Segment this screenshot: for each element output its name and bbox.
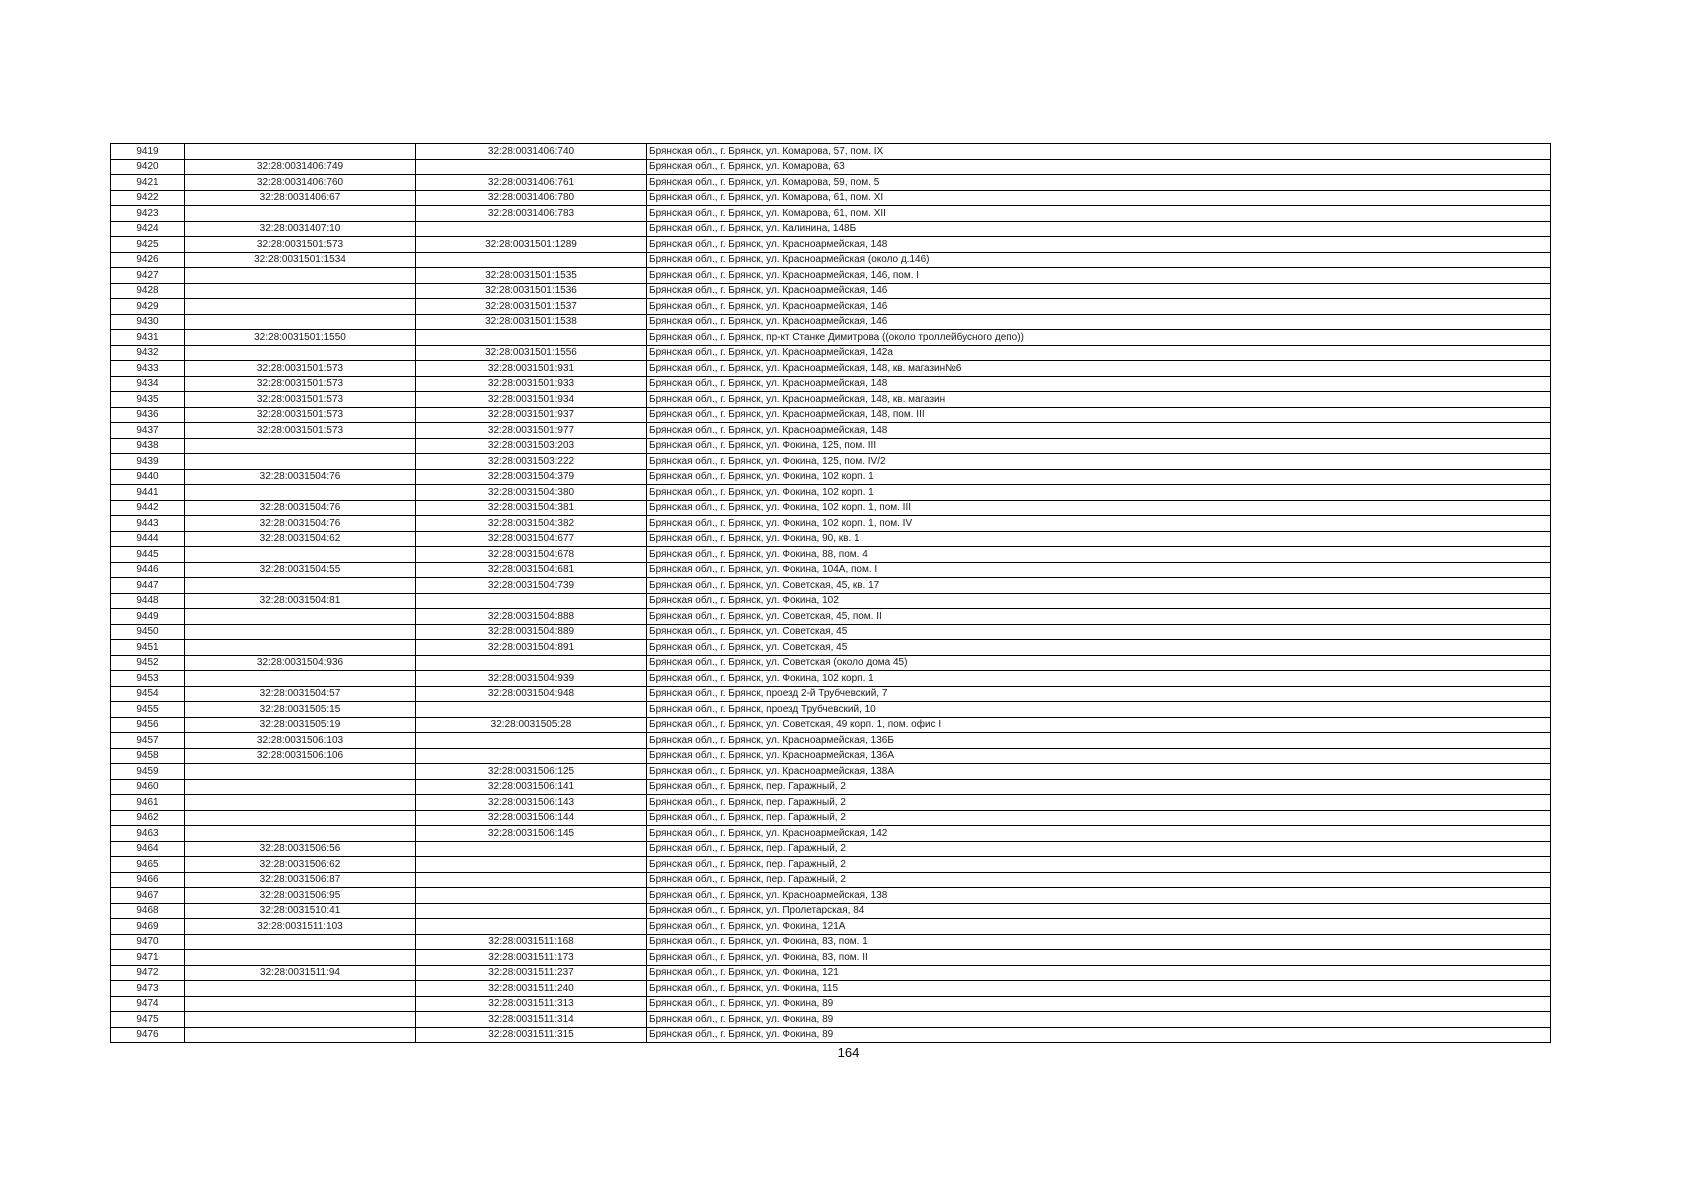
object-cadastral-number-cell [416, 888, 647, 904]
table-row [111, 779, 1551, 795]
object-cadastral-number-cell: 32:28:0031406:761 [416, 175, 647, 191]
address-cell: Брянская обл., г. Брянск, ул. Комарова, 57, пом. IX [647, 144, 1551, 160]
address-cell: Брянская обл., г. Брянск, ул. Красноармейская, 142 [647, 826, 1551, 842]
land-cadastral-number-cell [185, 299, 416, 315]
object-cadastral-number-cell: 32:28:0031511:313 [416, 996, 647, 1012]
address-cell: Брянская обл., г. Брянск, ул. Фокина, 102 корп. 1, пом. III [647, 500, 1551, 516]
land-cadastral-number-cell: 32:28:0031506:103 [185, 733, 416, 749]
address-cell: Брянская обл., г. Брянск, ул. Советская (около дома 45) [647, 655, 1551, 671]
table-row [111, 516, 1551, 532]
land-cadastral-number-cell [185, 810, 416, 826]
land-cadastral-number-cell [185, 314, 416, 330]
land-cadastral-number-cell [185, 671, 416, 687]
table-row [111, 314, 1551, 330]
row-number-cell: 9434 [111, 376, 185, 392]
row-number-cell: 9468 [111, 903, 185, 919]
row-number-cell: 9454 [111, 686, 185, 702]
land-cadastral-number-cell [185, 547, 416, 563]
land-cadastral-number-cell: 32:28:0031501:573 [185, 392, 416, 408]
table-row [111, 268, 1551, 284]
table-row [111, 531, 1551, 547]
row-number-cell: 9420 [111, 159, 185, 175]
object-cadastral-number-cell: 32:28:0031501:977 [416, 423, 647, 439]
land-cadastral-number-cell [185, 1027, 416, 1043]
land-cadastral-number-cell [185, 1012, 416, 1028]
object-cadastral-number-cell: 32:28:0031504:681 [416, 562, 647, 578]
land-cadastral-number-cell: 32:28:0031406:67 [185, 190, 416, 206]
address-cell: Брянская обл., г. Брянск, ул. Фокина, 102 корп. 1 [647, 469, 1551, 485]
object-cadastral-number-cell: 32:28:0031501:934 [416, 392, 647, 408]
land-cadastral-number-cell: 32:28:0031506:87 [185, 872, 416, 888]
object-cadastral-number-cell: 32:28:0031501:937 [416, 407, 647, 423]
row-number-cell: 9442 [111, 500, 185, 516]
object-cadastral-number-cell: 32:28:0031504:888 [416, 609, 647, 625]
land-cadastral-number-cell: 32:28:0031506:56 [185, 841, 416, 857]
row-number-cell: 9464 [111, 841, 185, 857]
row-number-cell: 9476 [111, 1027, 185, 1043]
object-cadastral-number-cell: 32:28:0031406:780 [416, 190, 647, 206]
land-cadastral-number-cell [185, 640, 416, 656]
row-number-cell: 9455 [111, 702, 185, 718]
table-row [111, 562, 1551, 578]
object-cadastral-number-cell: 32:28:0031506:145 [416, 826, 647, 842]
address-cell: Брянская обл., г. Брянск, ул. Красноармейская, 148, кв. магазин№6 [647, 361, 1551, 377]
address-cell: Брянская обл., г. Брянск, ул. Красноармейская, 136А [647, 748, 1551, 764]
object-cadastral-number-cell [416, 919, 647, 935]
row-number-cell: 9445 [111, 547, 185, 563]
table-row [111, 593, 1551, 609]
object-cadastral-number-cell: 32:28:0031504:889 [416, 624, 647, 640]
row-number-cell: 9451 [111, 640, 185, 656]
row-number-cell: 9444 [111, 531, 185, 547]
row-number-cell: 9473 [111, 981, 185, 997]
table-row [111, 252, 1551, 268]
object-cadastral-number-cell [416, 655, 647, 671]
address-cell: Брянская обл., г. Брянск, ул. Комарова, 59, пом. 5 [647, 175, 1551, 191]
address-cell: Брянская обл., г. Брянск, ул. Фокина, 89 [647, 1012, 1551, 1028]
address-cell: Брянская обл., г. Брянск, ул. Советская, 45, пом. II [647, 609, 1551, 625]
object-cadastral-number-cell [416, 733, 647, 749]
table-row [111, 469, 1551, 485]
land-cadastral-number-cell [185, 624, 416, 640]
address-cell: Брянская обл., г. Брянск, ул. Фокина, 89 [647, 1027, 1551, 1043]
land-cadastral-number-cell: 32:28:0031506:62 [185, 857, 416, 873]
table-row [111, 795, 1551, 811]
object-cadastral-number-cell: 32:28:0031501:1556 [416, 345, 647, 361]
land-cadastral-number-cell: 32:28:0031501:573 [185, 407, 416, 423]
row-number-cell: 9457 [111, 733, 185, 749]
object-cadastral-number-cell: 32:28:0031504:382 [416, 516, 647, 532]
land-cadastral-number-cell [185, 438, 416, 454]
row-number-cell: 9448 [111, 593, 185, 609]
land-cadastral-number-cell: 32:28:0031407:10 [185, 221, 416, 237]
address-cell: Брянская обл., г. Брянск, ул. Калинина, 148Б [647, 221, 1551, 237]
object-cadastral-number-cell [416, 748, 647, 764]
address-cell: Брянская обл., г. Брянск, ул. Фокина, 102 [647, 593, 1551, 609]
row-number-cell: 9474 [111, 996, 185, 1012]
table-row [111, 485, 1551, 501]
row-number-cell: 9432 [111, 345, 185, 361]
table-row [111, 500, 1551, 516]
object-cadastral-number-cell: 32:28:0031504:739 [416, 578, 647, 594]
land-cadastral-number-cell: 32:28:0031501:573 [185, 423, 416, 439]
object-cadastral-number-cell: 32:28:0031504:379 [416, 469, 647, 485]
object-cadastral-number-cell: 32:28:0031501:1537 [416, 299, 647, 315]
table-row [111, 919, 1551, 935]
object-cadastral-number-cell: 32:28:0031506:141 [416, 779, 647, 795]
row-number-cell: 9437 [111, 423, 185, 439]
address-cell: Брянская обл., г. Брянск, ул. Фокина, 102 корп. 1 [647, 671, 1551, 687]
land-cadastral-number-cell: 32:28:0031504:81 [185, 593, 416, 609]
address-cell: Брянская обл., г. Брянск, проезд Трубчевский, 10 [647, 702, 1551, 718]
address-cell: Брянская обл., г. Брянск, ул. Фокина, 125, пом. III [647, 438, 1551, 454]
table-row [111, 686, 1551, 702]
address-cell: Брянская обл., г. Брянск, ул. Фокина, 104А, пом. I [647, 562, 1551, 578]
address-cell: Брянская обл., г. Брянск, ул. Красноармейская, 146, пом. I [647, 268, 1551, 284]
object-cadastral-number-cell: 32:28:0031511:240 [416, 981, 647, 997]
address-cell: Брянская обл., г. Брянск, пр-кт Станке Димитрова ((около троллейбусного депо)) [647, 330, 1551, 346]
table-row [111, 640, 1551, 656]
address-cell: Брянская обл., г. Брянск, ул. Советская, 49 корп. 1, пом. офис I [647, 717, 1551, 733]
address-cell: Брянская обл., г. Брянск, ул. Пролетарская, 84 [647, 903, 1551, 919]
table-row [111, 438, 1551, 454]
object-cadastral-number-cell [416, 593, 647, 609]
table-row [111, 361, 1551, 377]
table-row [111, 609, 1551, 625]
land-cadastral-number-cell [185, 609, 416, 625]
object-cadastral-number-cell [416, 857, 647, 873]
table-row [111, 888, 1551, 904]
row-number-cell: 9429 [111, 299, 185, 315]
row-number-cell: 9446 [111, 562, 185, 578]
land-cadastral-number-cell: 32:28:0031501:573 [185, 376, 416, 392]
address-cell: Брянская обл., г. Брянск, ул. Красноармейская, 138А [647, 764, 1551, 780]
object-cadastral-number-cell [416, 903, 647, 919]
object-cadastral-number-cell: 32:28:0031504:678 [416, 547, 647, 563]
table-row [111, 965, 1551, 981]
object-cadastral-number-cell: 32:28:0031506:143 [416, 795, 647, 811]
land-cadastral-number-cell [185, 268, 416, 284]
table-row [111, 159, 1551, 175]
row-number-cell: 9475 [111, 1012, 185, 1028]
land-cadastral-number-cell [185, 779, 416, 795]
address-cell: Брянская обл., г. Брянск, ул. Фокина, 115 [647, 981, 1551, 997]
row-number-cell: 9423 [111, 206, 185, 222]
address-cell: Брянская обл., г. Брянск, проезд 2-й Трубчевский, 7 [647, 686, 1551, 702]
address-cell: Брянская обл., г. Брянск, пер. Гаражный, 2 [647, 810, 1551, 826]
land-cadastral-number-cell: 32:28:0031504:76 [185, 469, 416, 485]
table-row [111, 841, 1551, 857]
row-number-cell: 9430 [111, 314, 185, 330]
table-row [111, 903, 1551, 919]
object-cadastral-number-cell [416, 330, 647, 346]
land-cadastral-number-cell [185, 283, 416, 299]
table-row [111, 299, 1551, 315]
row-number-cell: 9427 [111, 268, 185, 284]
row-number-cell: 9441 [111, 485, 185, 501]
object-cadastral-number-cell: 32:28:0031511:173 [416, 950, 647, 966]
address-cell: Брянская обл., г. Брянск, ул. Красноармейская, 146 [647, 283, 1551, 299]
object-cadastral-number-cell: 32:28:0031511:314 [416, 1012, 647, 1028]
row-number-cell: 9428 [111, 283, 185, 299]
object-cadastral-number-cell: 32:28:0031501:1535 [416, 268, 647, 284]
row-number-cell: 9419 [111, 144, 185, 160]
address-cell: Брянская обл., г. Брянск, ул. Фокина, 89 [647, 996, 1551, 1012]
land-cadastral-number-cell [185, 934, 416, 950]
address-cell: Брянская обл., г. Брянск, ул. Советская, 45 [647, 640, 1551, 656]
table-row [111, 144, 1551, 160]
row-number-cell: 9452 [111, 655, 185, 671]
land-cadastral-number-cell [185, 454, 416, 470]
table-row [111, 934, 1551, 950]
table-row [111, 702, 1551, 718]
row-number-cell: 9471 [111, 950, 185, 966]
land-cadastral-number-cell: 32:28:0031506:95 [185, 888, 416, 904]
table-row [111, 733, 1551, 749]
table-row [111, 748, 1551, 764]
row-number-cell: 9459 [111, 764, 185, 780]
table-row [111, 407, 1551, 423]
land-cadastral-number-cell [185, 826, 416, 842]
object-cadastral-number-cell: 32:28:0031504:381 [416, 500, 647, 516]
land-cadastral-number-cell [185, 206, 416, 222]
table-row [111, 872, 1551, 888]
object-cadastral-number-cell [416, 252, 647, 268]
row-number-cell: 9458 [111, 748, 185, 764]
address-cell: Брянская обл., г. Брянск, ул. Фокина, 125, пом. IV/2 [647, 454, 1551, 470]
table-row [111, 981, 1551, 997]
address-cell: Брянская обл., г. Брянск, ул. Фокина, 90, кв. 1 [647, 531, 1551, 547]
row-number-cell: 9426 [111, 252, 185, 268]
object-cadastral-number-cell: 32:28:0031501:1538 [416, 314, 647, 330]
land-cadastral-number-cell: 32:28:0031501:573 [185, 237, 416, 253]
land-cadastral-number-cell: 32:28:0031504:76 [185, 500, 416, 516]
object-cadastral-number-cell: 32:28:0031406:740 [416, 144, 647, 160]
object-cadastral-number-cell: 32:28:0031505:28 [416, 717, 647, 733]
row-number-cell: 9447 [111, 578, 185, 594]
row-number-cell: 9467 [111, 888, 185, 904]
land-cadastral-number-cell: 32:28:0031504:936 [185, 655, 416, 671]
object-cadastral-number-cell: 32:28:0031504:948 [416, 686, 647, 702]
row-number-cell: 9465 [111, 857, 185, 873]
object-cadastral-number-cell [416, 221, 647, 237]
table-row [111, 717, 1551, 733]
table-row [111, 423, 1551, 439]
table-row [111, 547, 1551, 563]
table-row [111, 764, 1551, 780]
land-cadastral-number-cell [185, 981, 416, 997]
row-number-cell: 9466 [111, 872, 185, 888]
land-cadastral-number-cell: 32:28:0031505:15 [185, 702, 416, 718]
row-number-cell: 9463 [111, 826, 185, 842]
address-cell: Брянская обл., г. Брянск, ул. Фокина, 83, пом. II [647, 950, 1551, 966]
row-number-cell: 9431 [111, 330, 185, 346]
row-number-cell: 9436 [111, 407, 185, 423]
table-row [111, 671, 1551, 687]
object-cadastral-number-cell: 32:28:0031503:222 [416, 454, 647, 470]
address-cell: Брянская обл., г. Брянск, ул. Красноармейская, 138 [647, 888, 1551, 904]
land-cadastral-number-cell: 32:28:0031505:19 [185, 717, 416, 733]
row-number-cell: 9456 [111, 717, 185, 733]
address-cell: Брянская обл., г. Брянск, пер. Гаражный, 2 [647, 841, 1551, 857]
address-cell: Брянская обл., г. Брянск, ул. Фокина, 83, пом. 1 [647, 934, 1551, 950]
table-row [111, 392, 1551, 408]
object-cadastral-number-cell: 32:28:0031504:891 [416, 640, 647, 656]
address-cell: Брянская обл., г. Брянск, пер. Гаражный, 2 [647, 795, 1551, 811]
row-number-cell: 9450 [111, 624, 185, 640]
land-cadastral-number-cell: 32:28:0031504:76 [185, 516, 416, 532]
table-row [111, 237, 1551, 253]
address-cell: Брянская обл., г. Брянск, ул. Фокина, 121А [647, 919, 1551, 935]
land-cadastral-number-cell: 32:28:0031501:573 [185, 361, 416, 377]
row-number-cell: 9443 [111, 516, 185, 532]
address-cell: Брянская обл., г. Брянск, ул. Советская, 45 [647, 624, 1551, 640]
address-cell: Брянская обл., г. Брянск, ул. Красноармейская, 136Б [647, 733, 1551, 749]
table-row [111, 221, 1551, 237]
land-cadastral-number-cell [185, 950, 416, 966]
address-cell: Брянская обл., г. Брянск, пер. Гаражный, 2 [647, 872, 1551, 888]
address-cell: Брянская обл., г. Брянск, пер. Гаражный, 2 [647, 779, 1551, 795]
row-number-cell: 9462 [111, 810, 185, 826]
address-cell: Брянская обл., г. Брянск, ул. Красноармейская, 148 [647, 423, 1551, 439]
table-row [111, 190, 1551, 206]
address-cell: Брянская обл., г. Брянск, ул. Красноармейская, 148 [647, 376, 1551, 392]
table-row [111, 376, 1551, 392]
address-cell: Брянская обл., г. Брянск, ул. Комарова, 61, пом. XI [647, 190, 1551, 206]
table-row [111, 206, 1551, 222]
document-page [110, 143, 1551, 1043]
object-cadastral-number-cell: 32:28:0031504:677 [416, 531, 647, 547]
address-cell: Брянская обл., г. Брянск, ул. Красноармейская, 146 [647, 299, 1551, 315]
table-row [111, 345, 1551, 361]
land-cadastral-number-cell [185, 578, 416, 594]
row-number-cell: 9422 [111, 190, 185, 206]
land-cadastral-number-cell: 32:28:0031504:57 [185, 686, 416, 702]
table-row [111, 810, 1551, 826]
row-number-cell: 9461 [111, 795, 185, 811]
address-cell: Брянская обл., г. Брянск, ул. Советская, 45, кв. 17 [647, 578, 1551, 594]
address-cell: Брянская обл., г. Брянск, ул. Красноармейская, 142а [647, 345, 1551, 361]
land-cadastral-number-cell: 32:28:0031501:1550 [185, 330, 416, 346]
row-number-cell: 9460 [111, 779, 185, 795]
object-cadastral-number-cell [416, 872, 647, 888]
table-row [111, 857, 1551, 873]
address-cell: Брянская обл., г. Брянск, ул. Комарова, 61, пом. XII [647, 206, 1551, 222]
object-cadastral-number-cell: 32:28:0031501:931 [416, 361, 647, 377]
land-cadastral-number-cell: 32:28:0031504:62 [185, 531, 416, 547]
row-number-cell: 9472 [111, 965, 185, 981]
land-cadastral-number-cell: 32:28:0031406:760 [185, 175, 416, 191]
object-cadastral-number-cell: 32:28:0031506:144 [416, 810, 647, 826]
land-cadastral-number-cell [185, 345, 416, 361]
object-cadastral-number-cell: 32:28:0031504:939 [416, 671, 647, 687]
object-cadastral-number-cell: 32:28:0031511:315 [416, 1027, 647, 1043]
object-cadastral-number-cell: 32:28:0031501:1536 [416, 283, 647, 299]
row-number-cell: 9440 [111, 469, 185, 485]
land-cadastral-number-cell: 32:28:0031510:41 [185, 903, 416, 919]
address-cell: Брянская обл., г. Брянск, ул. Красноармейская, 148 [647, 237, 1551, 253]
table-row [111, 1012, 1551, 1028]
land-cadastral-number-cell [185, 996, 416, 1012]
table-row [111, 624, 1551, 640]
address-cell: Брянская обл., г. Брянск, ул. Красноармейская (около д.146) [647, 252, 1551, 268]
registry-table [110, 143, 1551, 1043]
address-cell: Брянская обл., г. Брянск, ул. Красноармейская, 148, кв. магазин [647, 392, 1551, 408]
object-cadastral-number-cell: 32:28:0031501:933 [416, 376, 647, 392]
object-cadastral-number-cell: 32:28:0031503:203 [416, 438, 647, 454]
address-cell: Брянская обл., г. Брянск, ул. Фокина, 88, пом. 4 [647, 547, 1551, 563]
table-row [111, 655, 1551, 671]
address-cell: Брянская обл., г. Брянск, пер. Гаражный, 2 [647, 857, 1551, 873]
object-cadastral-number-cell [416, 702, 647, 718]
land-cadastral-number-cell [185, 485, 416, 501]
object-cadastral-number-cell [416, 841, 647, 857]
table-row [111, 175, 1551, 191]
page-number: 164 [837, 1045, 860, 1060]
address-cell: Брянская обл., г. Брянск, ул. Фокина, 102 корп. 1, пом. IV [647, 516, 1551, 532]
row-number-cell: 9438 [111, 438, 185, 454]
row-number-cell: 9439 [111, 454, 185, 470]
table-row [111, 330, 1551, 346]
row-number-cell: 9421 [111, 175, 185, 191]
row-number-cell: 9424 [111, 221, 185, 237]
land-cadastral-number-cell [185, 144, 416, 160]
object-cadastral-number-cell: 32:28:0031511:168 [416, 934, 647, 950]
address-cell: Брянская обл., г. Брянск, ул. Комарова, 63 [647, 159, 1551, 175]
row-number-cell: 9470 [111, 934, 185, 950]
address-cell: Брянская обл., г. Брянск, ул. Фокина, 102 корп. 1 [647, 485, 1551, 501]
land-cadastral-number-cell: 32:28:0031506:106 [185, 748, 416, 764]
row-number-cell: 9469 [111, 919, 185, 935]
object-cadastral-number-cell: 32:28:0031406:783 [416, 206, 647, 222]
registry-table-body [111, 144, 1551, 1043]
table-row [111, 578, 1551, 594]
table-row [111, 950, 1551, 966]
row-number-cell: 9433 [111, 361, 185, 377]
row-number-cell: 9453 [111, 671, 185, 687]
land-cadastral-number-cell: 32:28:0031406:749 [185, 159, 416, 175]
object-cadastral-number-cell: 32:28:0031511:237 [416, 965, 647, 981]
address-cell: Брянская обл., г. Брянск, ул. Красноармейская, 148, пом. III [647, 407, 1551, 423]
row-number-cell: 9425 [111, 237, 185, 253]
table-row [111, 996, 1551, 1012]
table-row [111, 454, 1551, 470]
object-cadastral-number-cell: 32:28:0031506:125 [416, 764, 647, 780]
table-row [111, 1027, 1551, 1043]
object-cadastral-number-cell [416, 159, 647, 175]
object-cadastral-number-cell: 32:28:0031504:380 [416, 485, 647, 501]
land-cadastral-number-cell: 32:28:0031511:94 [185, 965, 416, 981]
object-cadastral-number-cell: 32:28:0031501:1289 [416, 237, 647, 253]
row-number-cell: 9449 [111, 609, 185, 625]
row-number-cell: 9435 [111, 392, 185, 408]
land-cadastral-number-cell: 32:28:0031501:1534 [185, 252, 416, 268]
address-cell: Брянская обл., г. Брянск, ул. Красноармейская, 146 [647, 314, 1551, 330]
table-row [111, 283, 1551, 299]
land-cadastral-number-cell: 32:28:0031504:55 [185, 562, 416, 578]
land-cadastral-number-cell [185, 764, 416, 780]
address-cell: Брянская обл., г. Брянск, ул. Фокина, 121 [647, 965, 1551, 981]
land-cadastral-number-cell [185, 795, 416, 811]
land-cadastral-number-cell: 32:28:0031511:103 [185, 919, 416, 935]
table-row [111, 826, 1551, 842]
